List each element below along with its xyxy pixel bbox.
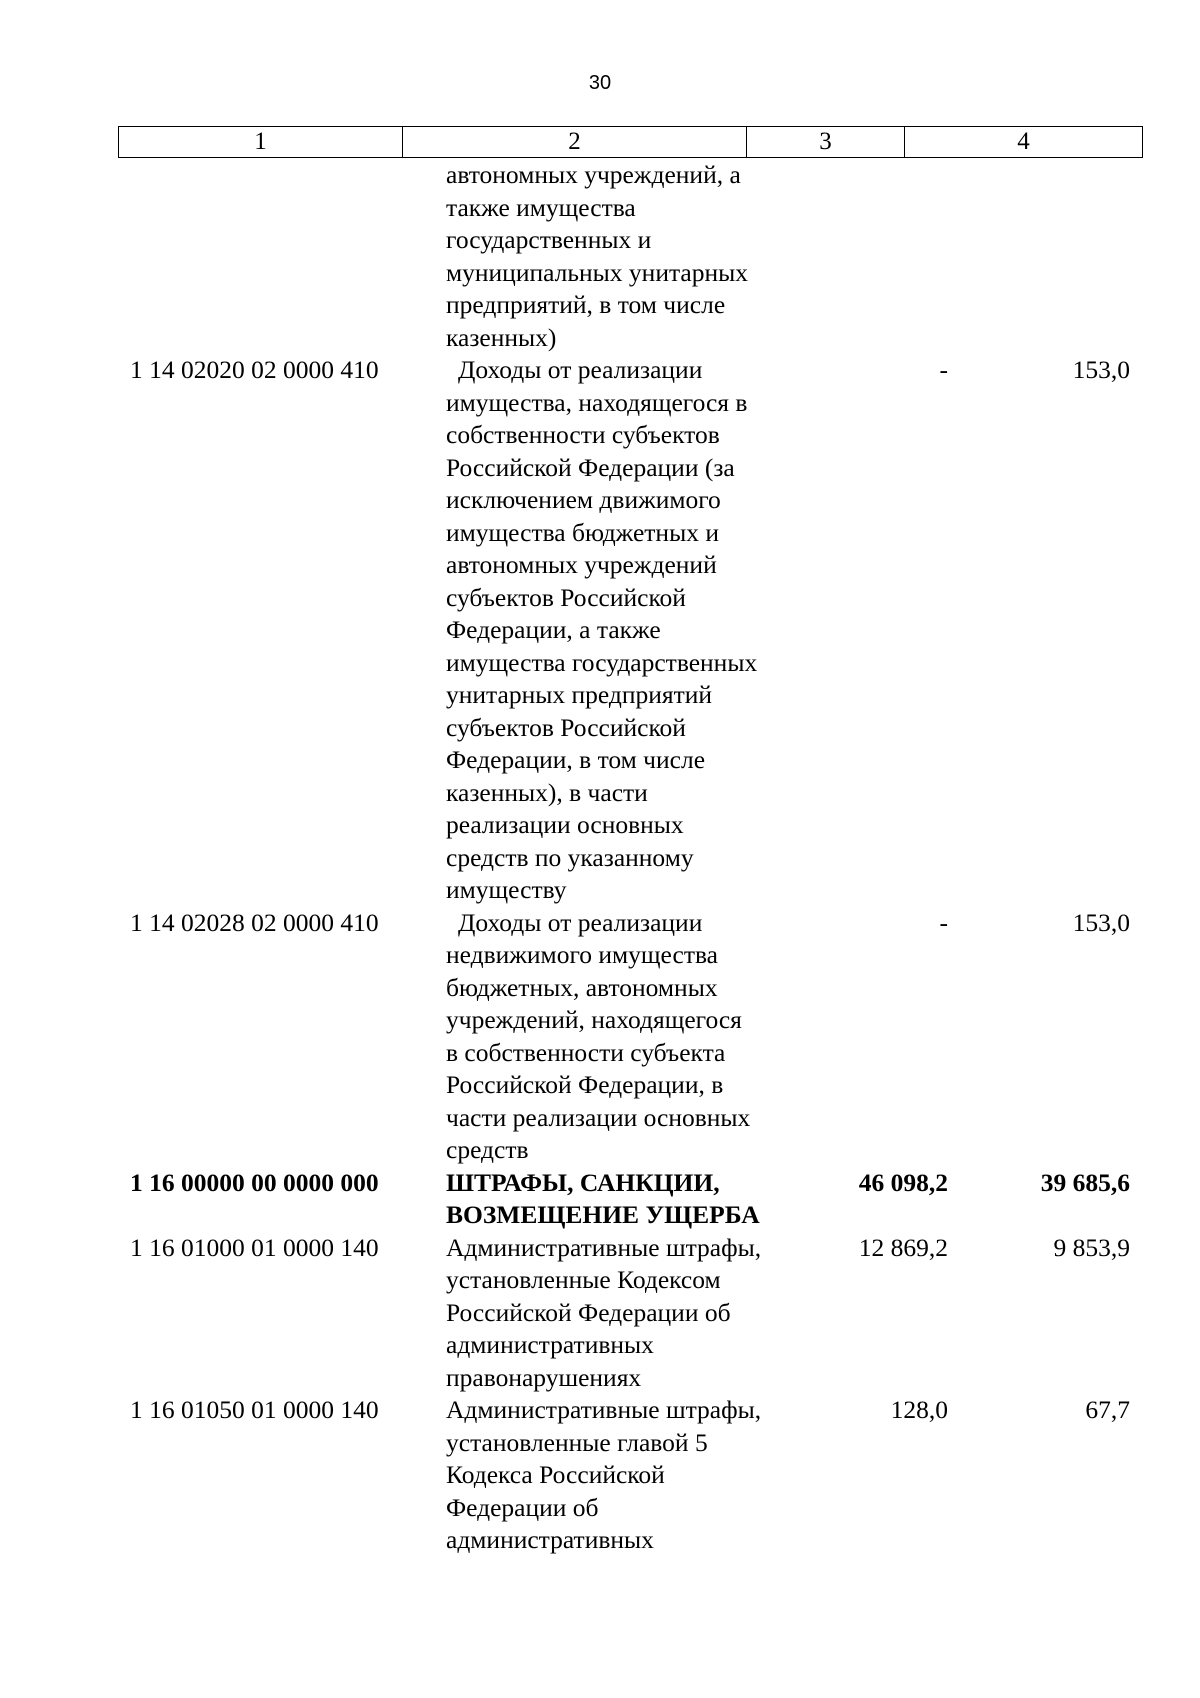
description-cell [426,1394,798,1557]
table-row [118,907,1142,1167]
description-line: средств по указанному [446,842,694,872]
description-cell [426,1167,798,1232]
value-col-3 [798,159,960,354]
description-line: установленные главой 5 [446,1427,708,1457]
description-line: Административные штрафы, [446,1232,762,1262]
description-line: имуществу [446,875,567,904]
description-cell [426,159,798,354]
value-col-3: 46 098,2 [858,1167,948,1197]
description-line: казенных), в части [446,777,648,807]
header-col-1: 1 [119,127,403,158]
table-row [118,1167,1142,1232]
description-line: муниципальных унитарных [446,257,749,287]
description-line: Российской Федерации об [446,1297,731,1327]
value-col-4: 153,0 [1072,907,1130,937]
description-line: учреждений, находящегося [446,1005,742,1034]
table-row [118,354,1142,907]
table-row [118,159,1142,354]
code-cell [118,159,426,354]
description-line: исключением движимого [446,485,721,514]
description-line: ШТРАФЫ, САНКЦИИ, [446,1167,720,1197]
value-col-4 [960,159,1142,354]
table-row [118,1232,1142,1395]
code-cell: 1 16 01050 01 0000 140 [130,1395,379,1424]
description-line: реализации основных [446,810,684,839]
description-line: правонарушениях [446,1362,642,1392]
description-cell [426,907,798,1167]
description-line: бюджетных, автономных [446,972,718,1002]
description-line: Федерации об [446,1492,599,1522]
value-col-4: 67,7 [1085,1395,1130,1424]
description-line: собственности субъектов [446,420,720,449]
value-col-3: 12 869,2 [858,1232,948,1262]
description-cell [426,354,798,907]
description-line: части реализации основных [446,1102,751,1132]
code-cell: 1 14 02028 02 0000 410 [130,907,379,937]
header-col-3: 3 [747,127,905,158]
description-line: Российской Федерации (за [446,452,735,482]
description-line: административных [446,1330,654,1359]
description-line: административных [446,1525,654,1554]
description-line: также имущества [446,192,636,222]
description-cell [426,1232,798,1395]
description-line: казенных) [446,322,557,352]
description-line: Российской Федерации, в [446,1070,724,1099]
description-line: субъектов Российской [446,582,686,612]
description-line: в собственности субъекта [446,1037,726,1067]
description-line: предприятий, в том числе [446,290,726,319]
description-line: Доходы от реализации [458,907,703,937]
description-line: имущества, находящегося в [446,387,748,417]
description-line: автономных учреждений [446,550,717,579]
table-header [118,126,1143,158]
table-body [118,159,1142,1557]
description-line: Административные штрафы, [446,1395,762,1424]
description-line: Федерации, а также [446,615,661,644]
value-col-4: 39 685,6 [1040,1167,1130,1197]
description-line: установленные Кодексом [446,1265,721,1294]
description-line: автономных учреждений, а [446,160,741,189]
code-cell: 1 16 00000 00 0000 000 [130,1167,379,1197]
code-cell: 1 16 01000 01 0000 140 [130,1232,379,1262]
description-line: субъектов Российской [446,712,686,742]
description-line: ВОЗМЕЩЕНИЕ УЩЕРБА [446,1200,760,1229]
description-line: недвижимого имущества [446,940,718,969]
value-col-3: - [939,907,948,937]
description-line: Кодекса Российской [446,1460,665,1489]
value-col-3: 128,0 [890,1395,948,1424]
header-col-2: 2 [403,127,747,158]
description-line: унитарных предприятий [446,680,713,709]
description-line: имущества государственных [446,647,758,677]
description-line: Доходы от реализации [458,355,703,384]
header-col-4: 4 [905,127,1143,158]
description-line: Федерации, в том числе [446,745,706,774]
description-line: имущества бюджетных и [446,517,719,547]
page-number: 30 [588,72,612,94]
table-row [118,1394,1142,1557]
code-cell: 1 14 02020 02 0000 410 [130,355,379,384]
value-col-4: 153,0 [1072,355,1130,384]
value-col-3: - [939,355,948,384]
description-line: государственных и [446,225,652,254]
description-line: средств [446,1135,529,1164]
value-col-4: 9 853,9 [1053,1232,1130,1262]
